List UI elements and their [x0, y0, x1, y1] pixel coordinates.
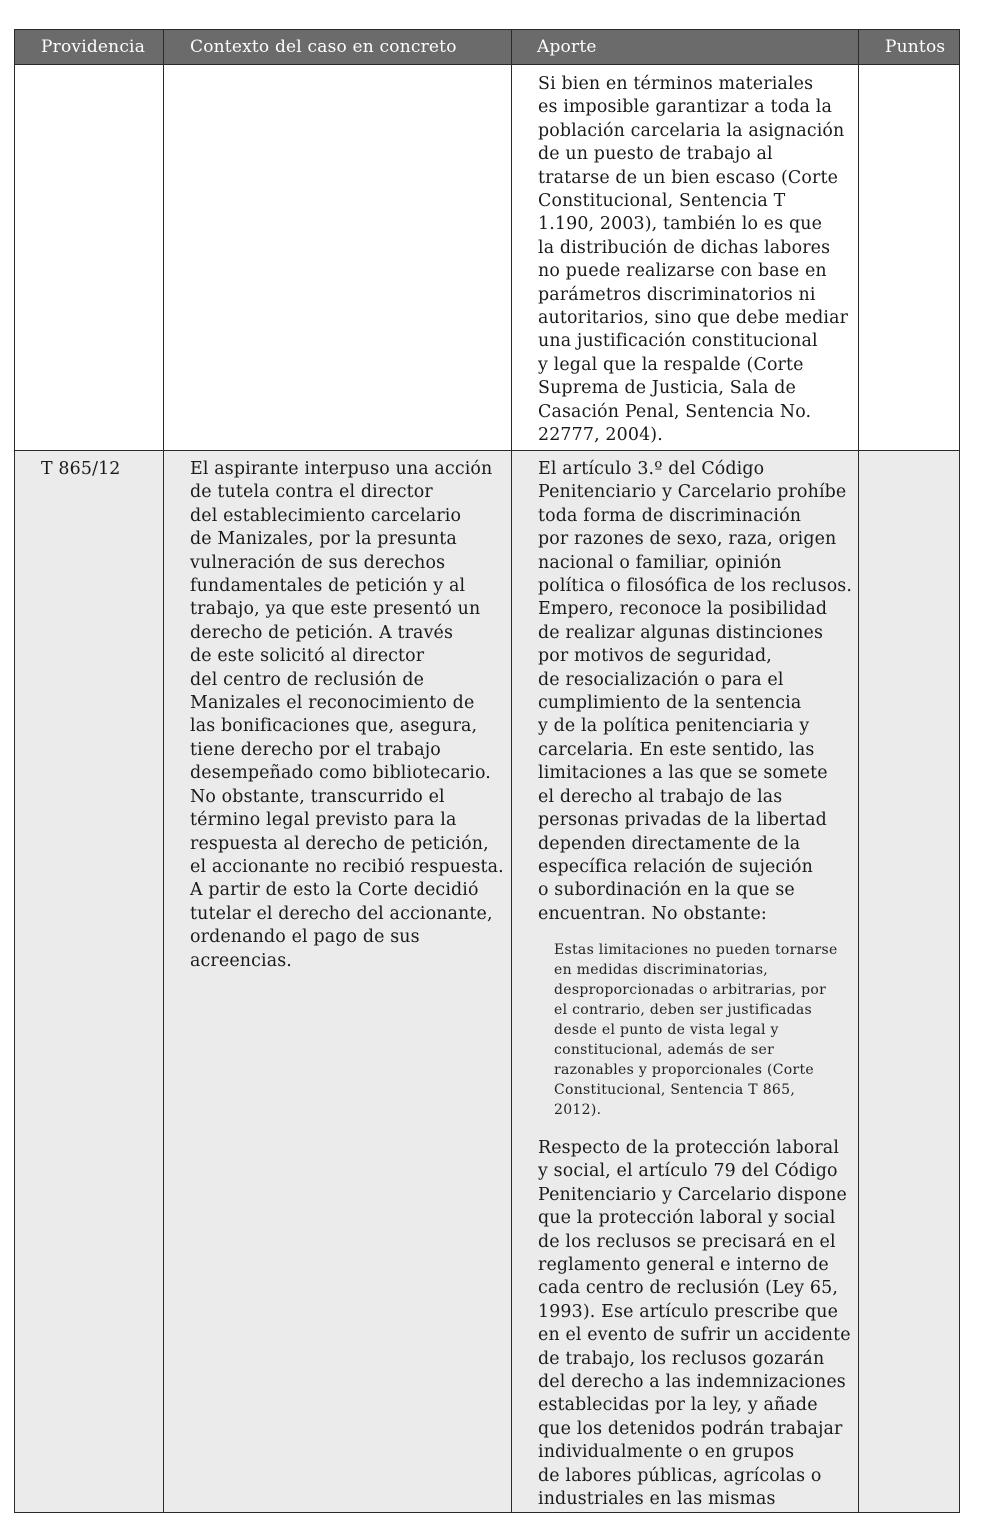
header-aporte: Aporte: [537, 37, 597, 57]
jurisprudence-table: [14, 29, 960, 1513]
column-divider: [858, 30, 859, 1512]
header-contexto: Contexto del caso en concreto: [190, 37, 457, 57]
header-puntos: Puntos: [885, 37, 946, 57]
row2-aporte-block-quote: Estas limitaciones no pueden tornarse en medidas discriminatorias, desproporcionadas o arbitrarias, por el contrario, deben ser justificadas desde el punto de vista legal y constitucional, además de ser razonables y proporcionales (Corte Constitucional, Sentencia T 865, 2012).: [554, 942, 838, 1118]
column-divider: [163, 30, 164, 1512]
row1-aporte-text: Si bien en términos materiales es imposible garantizar a toda la población carcelaria la asignación de un puesto de trabajo al tratarse de un bien escaso (Corte Constitucional, Sentencia T 1.190, 2003), también lo es que la distribución de dichas labores no puede realizarse con base en parámetros discriminatorios ni autoritarios, sino que debe mediar una justificación constitucional y legal que la respalde (Corte Suprema de Justicia, Sala de Casación Penal, Sentencia No. 22777, 2004).: [538, 74, 849, 446]
table-header: [15, 30, 959, 65]
column-divider: [511, 30, 512, 1512]
row-divider: [15, 450, 959, 451]
row2-contexto-text: El aspirante interpuso una acción de tutela contra el director del establecimiento carcelario de Manizales, por la presunta vulneración de sus derechos fundamentales de petición y al trabajo, ya que este presentó un derecho de petición. A través de este solicitó al director del centro de reclusión de Manizales el reconocimiento de las bonificaciones que, asegura, tiene derecho por el trabajo desempeñado como bibliotecario. No obstante, transcurrido el término legal previsto para la respuesta al derecho de petición, el accionante no recibió respuesta. A partir de esto la Corte decidió tutelar el derecho del accionante, ordenando el pago de sus acreencias.: [190, 459, 504, 971]
header-providencia: Providencia: [41, 37, 146, 57]
row2-aporte-paragraph-2: Respecto de la protección laboral y social, el artículo 79 del Código Penitenciario y Carcelario dispone que la protección laboral y social de los reclusos se precisará en el reglamento general e interno de cada centro de reclusión (Ley 65, 1993). Ese artículo prescribe que en el evento de sufrir un accidente de trabajo, los reclusos gozarán del derecho a las indemnizaciones establecidas por la ley, y añade que los detenidos podrán trabajar individualmente o en grupos de labores públicas, agrícolas o industriales en las mismas: [538, 1138, 851, 1510]
row2-aporte-paragraph-1: El artículo 3.º del Código Penitenciario y Carcelario prohíbe toda forma de discriminación por razones de sexo, raza, origen nacional o familiar, opinión política o filosófica de los reclusos. Empero, reconoce la posibilidad de realizar algunas distinciones por motivos de seguridad, de resocialización o para el cumplimiento de la sentencia y de la política penitenciaria y carcelaria. En este sentido, las limitaciones a las que se somete el derecho al trabajo de las personas privadas de la libertad dependen directamente de la específica relación de sujeción o subordinación en la que se encuentran. No obstante:: [538, 459, 853, 924]
row2-providencia: T 865/12: [41, 459, 121, 479]
